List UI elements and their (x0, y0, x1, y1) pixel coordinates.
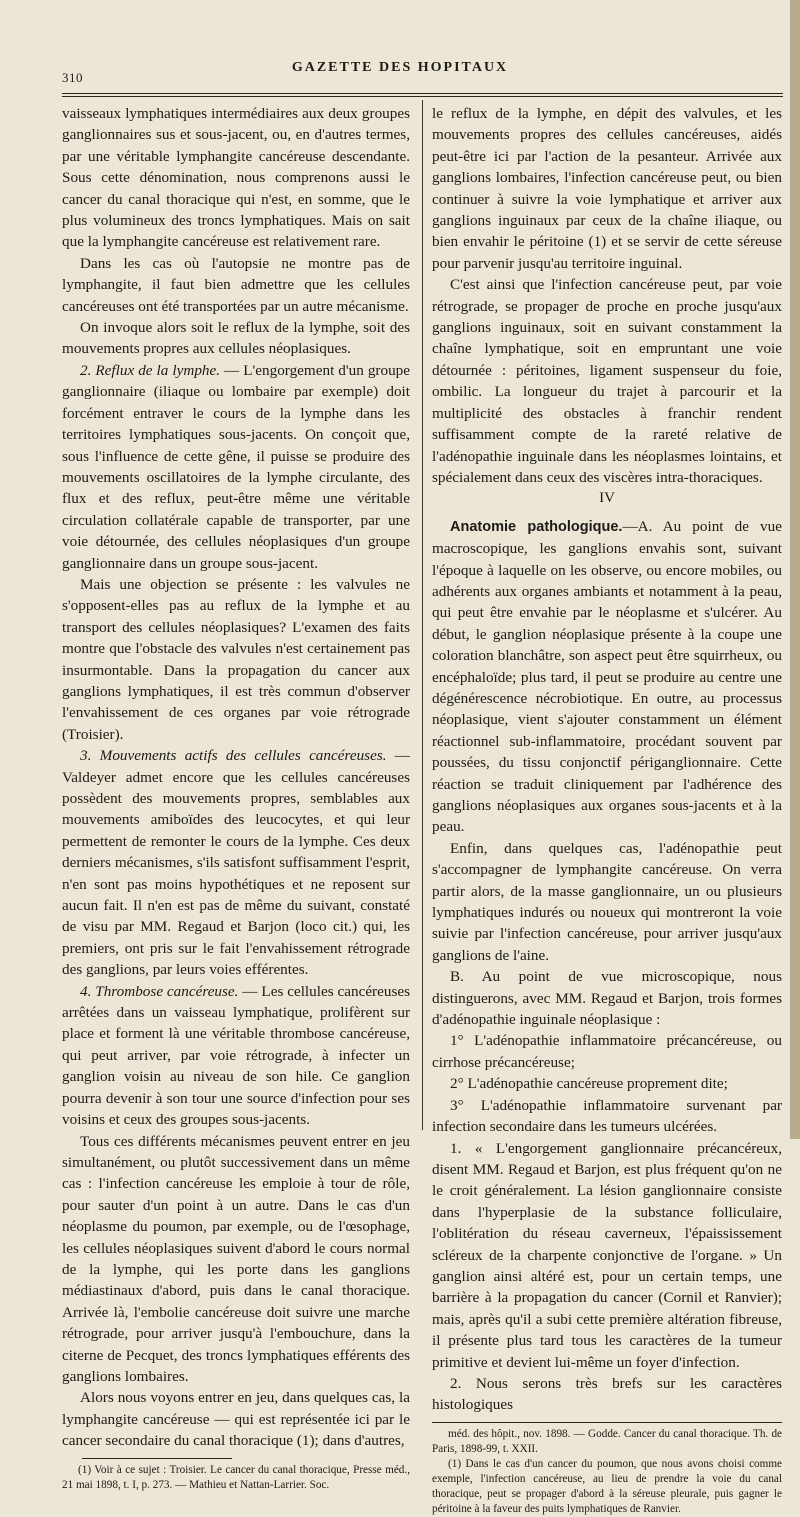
paragraph: Dans les cas où l'autopsie ne montre pas de lymphangite, il faut bien admettre que les cellules cancéreuses ont été transportées par un autre mécanisme. (62, 254, 410, 315)
paragraph: On invoque alors soit le reflux de la lymphe, soit des mouvements propres aux cellules néoplasiques. (62, 319, 410, 358)
paragraph: 1° L'adénopathie inflammatoire précancéreuse, ou cirrhose précancéreuse; (432, 1032, 782, 1071)
footnotes (432, 1427, 782, 1517)
paragraph: Mais une objection se présente : les valvules ne s'opposent-elles pas au reflux de la lymphe et au transport des cellules néoplasiques? L'examen des faits montre que l'obstacle des valvules n'est certainement pas insurmontable. Dans la propagation du cancer aux ganglions lymphatiques, il est très commun d'observer l'envahissement de ces organes par voie rétrograde (Troisier). (62, 575, 410, 743)
paragraph-text: — Valdeyer admet encore que les cellules cancéreuses possèdent des mouvements propres, semblables aux mouvements amiboïdes des leucocytes, et qui leur permettent de remonter le cours de la lymphe. Ces deux derniers mécanismes, s'ils satisfont suffisamment l'esprit, n'en sont pas moins hypothétiques et ne reposent sur aucun fait. Il n'en est pas de même du suivant, constaté de visu par MM. Regaud et Barjon (loco cit.) qui, les premiers, ont pris sur le fait l'envahissement rétrograde des ganglions, par leurs voies efférentes. (62, 747, 410, 979)
footnotes (62, 1463, 410, 1493)
paragraph (432, 516, 782, 838)
paragraph: 1. « L'engorgement ganglionnaire précancéreux, disent MM. Regaud et Barjon, est plus fréquent qu'on ne le croit généralement. La lésion ganglionnaire consiste dans l'hyperplasie de la substance folliculaire, l'oblitération du réseau caverneux, l'épaississement scléreux de la charpente conjonctive de l'organe. » Un ganglion ainsi altéré est, pour un certain temps, une barrière à la propagation du cancer (Cornil et Ranvier); mais, après qu'il a subi cette première altération fibreuse, il présente plus tard tous les caractères de la tumeur primitive et devient lui-même un foyer d'infection. (432, 1139, 782, 1371)
footnote: méd. des hôpit., nov. 1898. — Godde. Cancer du canal thoracique. Th. de Paris, 1898-99, t. XXII. (432, 1427, 782, 1455)
paragraph: Alors nous voyons entrer en jeu, dans quelques cas, la lymphangite cancéreuse — qui est représentée ici par le cancer secondaire du canal thoracique (1); dans d'autres, (62, 1389, 410, 1450)
paragraph: 3° L'adénopathie inflammatoire survenant par infection secondaire dans les tumeurs ulcérées. (432, 1096, 782, 1136)
footnote: (1) Voir à ce sujet : Troisier. Le cancer du canal thoracique, Presse méd., 21 mai 1898, t. I, p. 273. — Mathieu et Nattan-Larrier. Soc. (62, 1463, 410, 1491)
paragraph-text: — L'engorgement d'un groupe ganglionnaire (iliaque ou lombaire par exemple) doit forcément entraver le cours de la lymphe dans les territoires lymphatiques sous-jacents. On conçoit que, sous l'influence de cette gêne, il puisse se produire des mouvements oscillatoires de la lymphe circulante, des flux et des reflux, peut-être même une véritable circulation collatérale capable de transporter, par une voie détournée, des cellules néoplasiques d'un groupe ganglionnaire dans un groupe sous-jacent. (62, 361, 411, 572)
section-heading: Anatomie pathologique. (450, 518, 623, 535)
paragraph (62, 745, 410, 980)
paragraph-text: —A. Au point de vue macroscopique, les ganglions envahis sont, suivant l'époque à laquelle on les observe, ou encore mobiles, ou adhérents aux organes ambiants et notamment à la peau, qui peut être envahie par le néoplasme et s'ulcérer. Au début, le ganglion néoplasique présente à la coupe une coloration blanchâtre, son aspect peut être squirrheux, ou encéphaloïde; plus tard, il peut se produire au centre une dégénérescence nécrobiotique. En outre, au processus néoplasique, vient s'ajouter constamment un élément réactionnel sub-inflammatoire, procédant souvent par poussées, du tissu conjonctif périganglionnaire. Cette réaction se traduit cliniquement par l'adhérence des ganglions néoplasiques aux organes sous-jacents et à la peau. (432, 517, 782, 836)
paragraph: 2° L'adénopathie cancéreuse proprement dite; (450, 1075, 728, 1093)
paragraph: vaisseaux lymphatiques intermédiaires aux deux groupes ganglionnaires sus et sous-jacent, ou, en d'autres termes, par une véritable lymphangite cancéreuse descendante. Sous cette dénomination, nous comprenons aussi le cancer du canal thoracique qui n'est, en somme, que le plus volumineux des troncs lymphatiques. Mais on sait que la lymphangite cancéreuse est relativement rare. (62, 105, 410, 251)
subsection-heading: 4. Thrombose cancéreuse. (80, 982, 239, 1000)
paragraph: le reflux de la lymphe, en dépit des valvules, et les mouvements propres des cellules cancéreuses, aidés peut-être ici par l'action de la pesanteur. Arrivée aux ganglions lombaires, l'infection cancéreuse peut, ou bien continuer à suivre la voie lymphatique et arriver aux ganglions inguinaux par ceux de la chaîne iliaque, ou bien envahir le péritoine (1) et se servir de cette séreuse pour parvenir jusqu'au territoire inguinal. (432, 105, 782, 272)
paragraph (62, 360, 410, 574)
running-head: GAZETTE DES HOPITAUX (291, 60, 509, 75)
right-column (432, 103, 782, 1517)
subsection-heading: 3. Mouvements actifs des cellules cancéreuses. (80, 747, 387, 765)
paragraph: Enfin, dans quelques cas, l'adénopathie peut s'accompagner de lymphangite cancéreuse. On verra partir alors, de la masse ganglionnaire, un ou plusieurs lymphatiques indurés ou noueux qui montreront la voie suivie par l'infection cancéreuse, pour arriver jusqu'aux ganglions de l'aine. (432, 839, 782, 964)
header-rule (62, 93, 783, 94)
paragraph: C'est ainsi que l'infection cancéreuse peut, par voie rétrograde, se propager de proche en proche jusqu'aux ganglions inguinaux, soit en suivant constamment la chaîne lymphatique, soit en empruntant une voie détournée : péritoines, ligament suspenseur du foie, ombilic. La longueur du trajet à parcourir et la multiplicité des obstacles à franchir rendent suffisamment compte de la rareté relative de l'adénopathie inguinale dans les néoplasmes lointains, et spécialement dans ceux des viscères intra-thoraciques. (432, 276, 782, 486)
paragraph-text: — Les cellules cancéreuses arrêtées dans un vaisseau lymphatique, prolifèrent sur place et forment là une véritable thrombose cancéreuse, qui peut arriver, par voie rétrograde, à infecter un ganglion voisin au niveau de son hile. Ce ganglion pourra devenir à son tour une source d'infection pour ses voisins et ceux des groupes sous-jacents. (62, 982, 411, 1129)
subsection-heading: 2. Reflux de la lymphe. (80, 361, 221, 379)
paragraph: Tous ces différents mécanismes peuvent entrer en jeu simultanément, ou plutôt successivement dans un même cas : l'infection cancéreuse les emploie à tour de rôle, pour sauter d'un point à un autre. Dans le cas d'un néoplasme du poumon, par exemple, ou de l'œsophage, les cellules néoplasiques suivent d'abord le cours normal de la lymphe, qui les porte dans les ganglions médiastinaux d'abord, puis dans le canal thoracique. Arrivée là, l'embolie cancéreuse doit suivre une marche rétrograde, pour arriver jusqu'à l'embouchure, dans la citerne de Pecquet, des troncs lymphatiques efférents des ganglions lombaires. (62, 1132, 410, 1385)
paragraph (62, 981, 410, 1131)
page-number: 310 (62, 70, 83, 85)
paragraph: B. Au point de vue microscopique, nous distinguerons, avec MM. Regaud et Barjon, trois formes d'adénopathie inguinale néoplasique : (432, 968, 782, 1029)
header-rule-double (62, 96, 783, 97)
footnote-rule (432, 1422, 782, 1423)
page-edge (790, 0, 800, 1139)
paragraph: 2. Nous serons très brefs sur les caractères histologiques (432, 1374, 782, 1414)
footnote: (1) Dans le cas d'un cancer du poumon, que nous avons choisi comme exemple, l'infection cancéreuse, au lieu de prendre la voie du canal thoracique, peut se propager d'abord à la séreuse pleurale, puis gagner le péritoine à la faveur des puits lymphatiques de Ranvier. (432, 1457, 782, 1515)
footnote-rule (82, 1458, 232, 1459)
section-number: IV (599, 490, 615, 507)
left-column (62, 103, 410, 1493)
column-divider (422, 100, 423, 1130)
